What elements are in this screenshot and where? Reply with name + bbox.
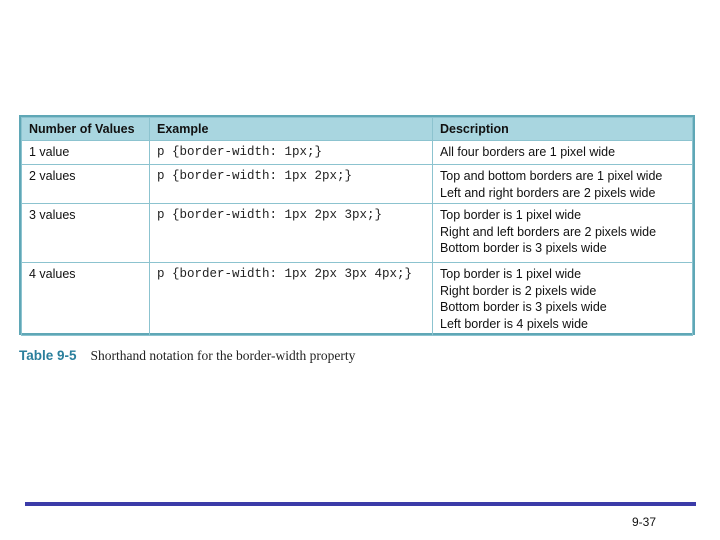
caption-label: Table 9-5 xyxy=(19,348,77,363)
caption-text: Shorthand notation for the border-width property xyxy=(90,348,356,363)
cell-count: 1 value xyxy=(22,141,150,165)
table-row xyxy=(22,165,693,204)
description-line: Left border is 4 pixels wide xyxy=(440,316,588,331)
cell-description xyxy=(433,204,693,263)
header-number-of-values: Number of Values xyxy=(22,118,150,141)
description-line: Top border is 1 pixel wide xyxy=(440,208,582,222)
cell-example: p {border-width: 1px 2px;} xyxy=(150,165,433,204)
cell-count: 4 values xyxy=(22,263,150,336)
border-width-table xyxy=(19,115,695,335)
page-number: 9-37 xyxy=(632,515,657,529)
description-line: Bottom border is 3 pixels wide xyxy=(440,241,607,255)
description-line: All four borders are 1 pixel wide xyxy=(440,145,616,159)
header-example: Example xyxy=(150,118,433,141)
description-line: Top and bottom borders are 1 pixel wide xyxy=(440,169,663,183)
description-line: Top border is 1 pixel wide xyxy=(440,267,582,281)
description-line: Right and left borders are 2 pixels wide xyxy=(440,224,657,239)
description-line: Right border is 2 pixels wide xyxy=(440,283,597,298)
cell-example: p {border-width: 1px;} xyxy=(150,141,433,165)
cell-count: 2 values xyxy=(22,165,150,204)
header-description: Description xyxy=(433,118,693,141)
cell-example: p {border-width: 1px 2px 3px 4px;} xyxy=(150,263,433,336)
cell-count: 3 values xyxy=(22,204,150,263)
cell-example: p {border-width: 1px 2px 3px;} xyxy=(150,204,433,263)
description-line: Bottom border is 3 pixels wide xyxy=(440,300,607,314)
table-row xyxy=(22,204,693,263)
footer-rule xyxy=(25,502,696,506)
cell-description xyxy=(433,141,693,165)
table-header-row xyxy=(22,118,693,141)
description-line: Left and right borders are 2 pixels wide xyxy=(440,185,656,200)
table-caption xyxy=(19,348,355,364)
table xyxy=(21,117,693,336)
cell-description xyxy=(433,165,693,204)
table-row xyxy=(22,141,693,165)
table-row xyxy=(22,263,693,336)
cell-description xyxy=(433,263,693,336)
